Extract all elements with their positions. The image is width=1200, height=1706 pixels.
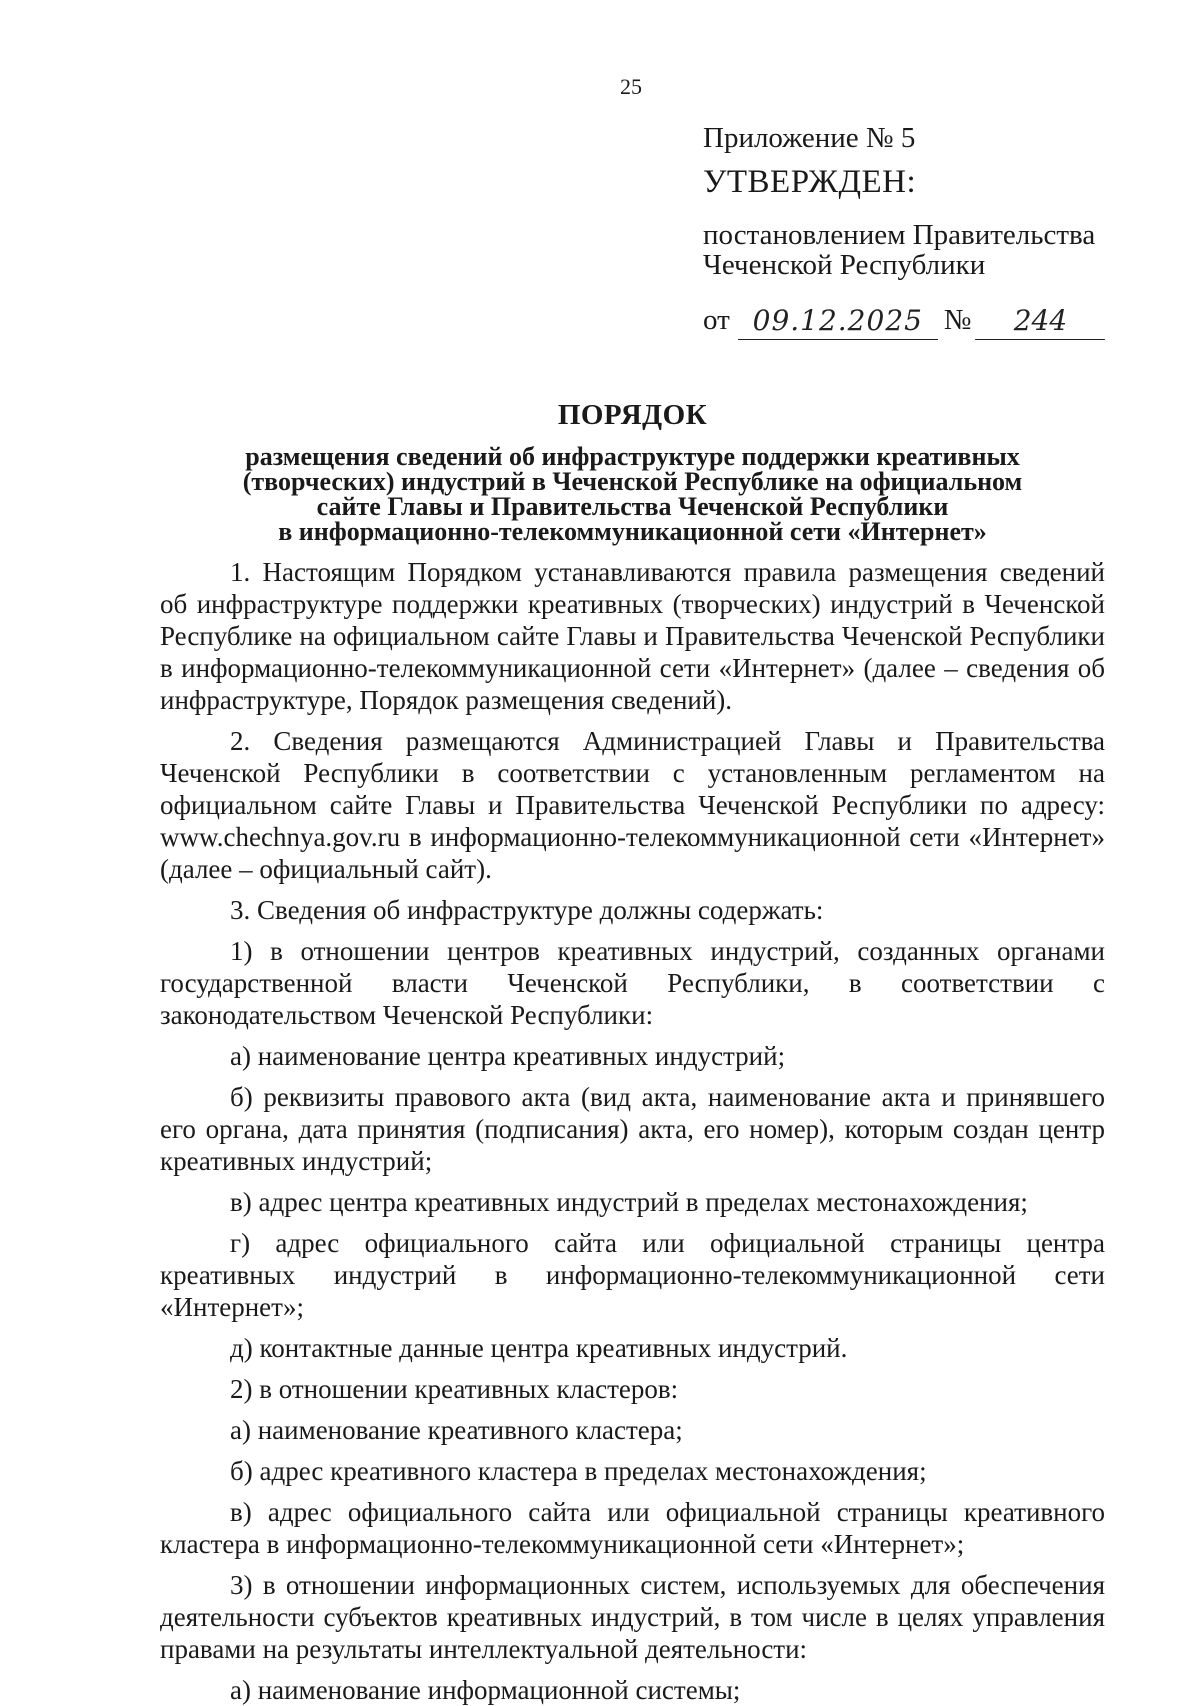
list-item-3-3-a: а) наименование информационной системы;: [230, 1675, 741, 1705]
list-item-3-1-d: д) контактные данные центра креативных индустрий.: [230, 1333, 848, 1363]
approval-stamp-block: [703, 120, 1123, 340]
decree-date-line: [703, 300, 1123, 340]
from-label: от: [703, 304, 730, 336]
list-item-3-2-a: а) наименование креативного кластера;: [230, 1415, 683, 1445]
document-heading: [160, 398, 1105, 544]
list-item-3-1: 1) в отношении центров креативных индустрий, созданных органами государственной власти Чеченской Республики, в соответствии с законодательством Чеченской Республики:: [160, 936, 1105, 1030]
list-item-3-2-v: в) адрес официального сайта или официальной страницы креативного кластера в информационно-телекоммуникационной сети «Интернет»;: [160, 1497, 1105, 1559]
document-body: [160, 556, 1105, 1706]
decree-number-handwritten: 244: [975, 303, 1105, 340]
subtitle-line: (творческих) индустрий в Чеченской Республике на официальном: [242, 467, 1023, 496]
list-item-3-1-a: а) наименование центра креативных индустрий;: [230, 1041, 786, 1071]
paragraph-1: 1. Настоящим Порядком устанавливаются правила размещения сведений об инфраструктуре поддержки креативных (творческих) индустрий в Чеченской Республике на официальном сайте Главы и Правительства Чеченской Республики в информационно-телекоммуникационной сети «Интернет» (далее – сведения об инфраструктуре, Порядок размещения сведений).: [160, 557, 1105, 715]
decree-line-2: Чеченской Республики: [703, 249, 986, 281]
paragraph-3: 3. Сведения об инфраструктуре должны содержать:: [230, 895, 824, 925]
subtitle-line: в информационно-телекоммуникационной сети «Интернет»: [278, 517, 987, 546]
list-item-3-2: 2) в отношении креативных кластеров:: [230, 1374, 679, 1404]
decree-reference: [703, 220, 1123, 280]
subtitle-line: сайте Главы и Правительства Чеченской Республики: [316, 492, 949, 521]
approved-label: УТВЕРЖДЕН:: [703, 164, 917, 200]
list-item-3-1-g: г) адрес официального сайта или официальной страницы центра креативных индустрий в информационно-телекоммуникационной сети «Интернет»;: [160, 1228, 1105, 1322]
subtitle-line: размещения сведений об инфраструктуре поддержки креативных: [245, 442, 1020, 471]
decree-date-handwritten: 09.12.2025: [738, 303, 938, 340]
document-subtitle: [160, 444, 1105, 544]
number-label: №: [943, 304, 972, 336]
list-item-3-2-b: б) адрес креативного кластера в пределах местонахождения;: [230, 1456, 927, 1486]
paragraph-2: 2. Сведения размещаются Администрацией Главы и Правительства Чеченской Республики в соответствии с установленным регламентом на официальном сайте Главы и Правительства Чеченской Республики по адресу: www.chechnya.gov.ru в информационно-телекоммуникационной сети «Интернет» (далее – официальный сайт).: [160, 726, 1105, 884]
appendix-label: Приложение № 5: [703, 122, 916, 154]
document-title: ПОРЯДОК: [557, 399, 708, 431]
list-item-3-1-v: в) адрес центра креативных индустрий в пределах местонахождения;: [230, 1187, 1028, 1217]
decree-line-1: постановлением Правительства: [703, 219, 1096, 251]
list-item-3-3: 3) в отношении информационных систем, используемых для обеспечения деятельности субъектов креативных индустрий, в том числе в целях управления правами на результаты интеллектуальной деятельности:: [160, 1570, 1105, 1664]
page-number: 25: [620, 74, 642, 99]
list-item-3-1-b: б) реквизиты правового акта (вид акта, наименование акта и принявшего его органа, дата принятия (подписания) акта, его номер), которым создан центр креативных индустрий;: [160, 1082, 1105, 1176]
